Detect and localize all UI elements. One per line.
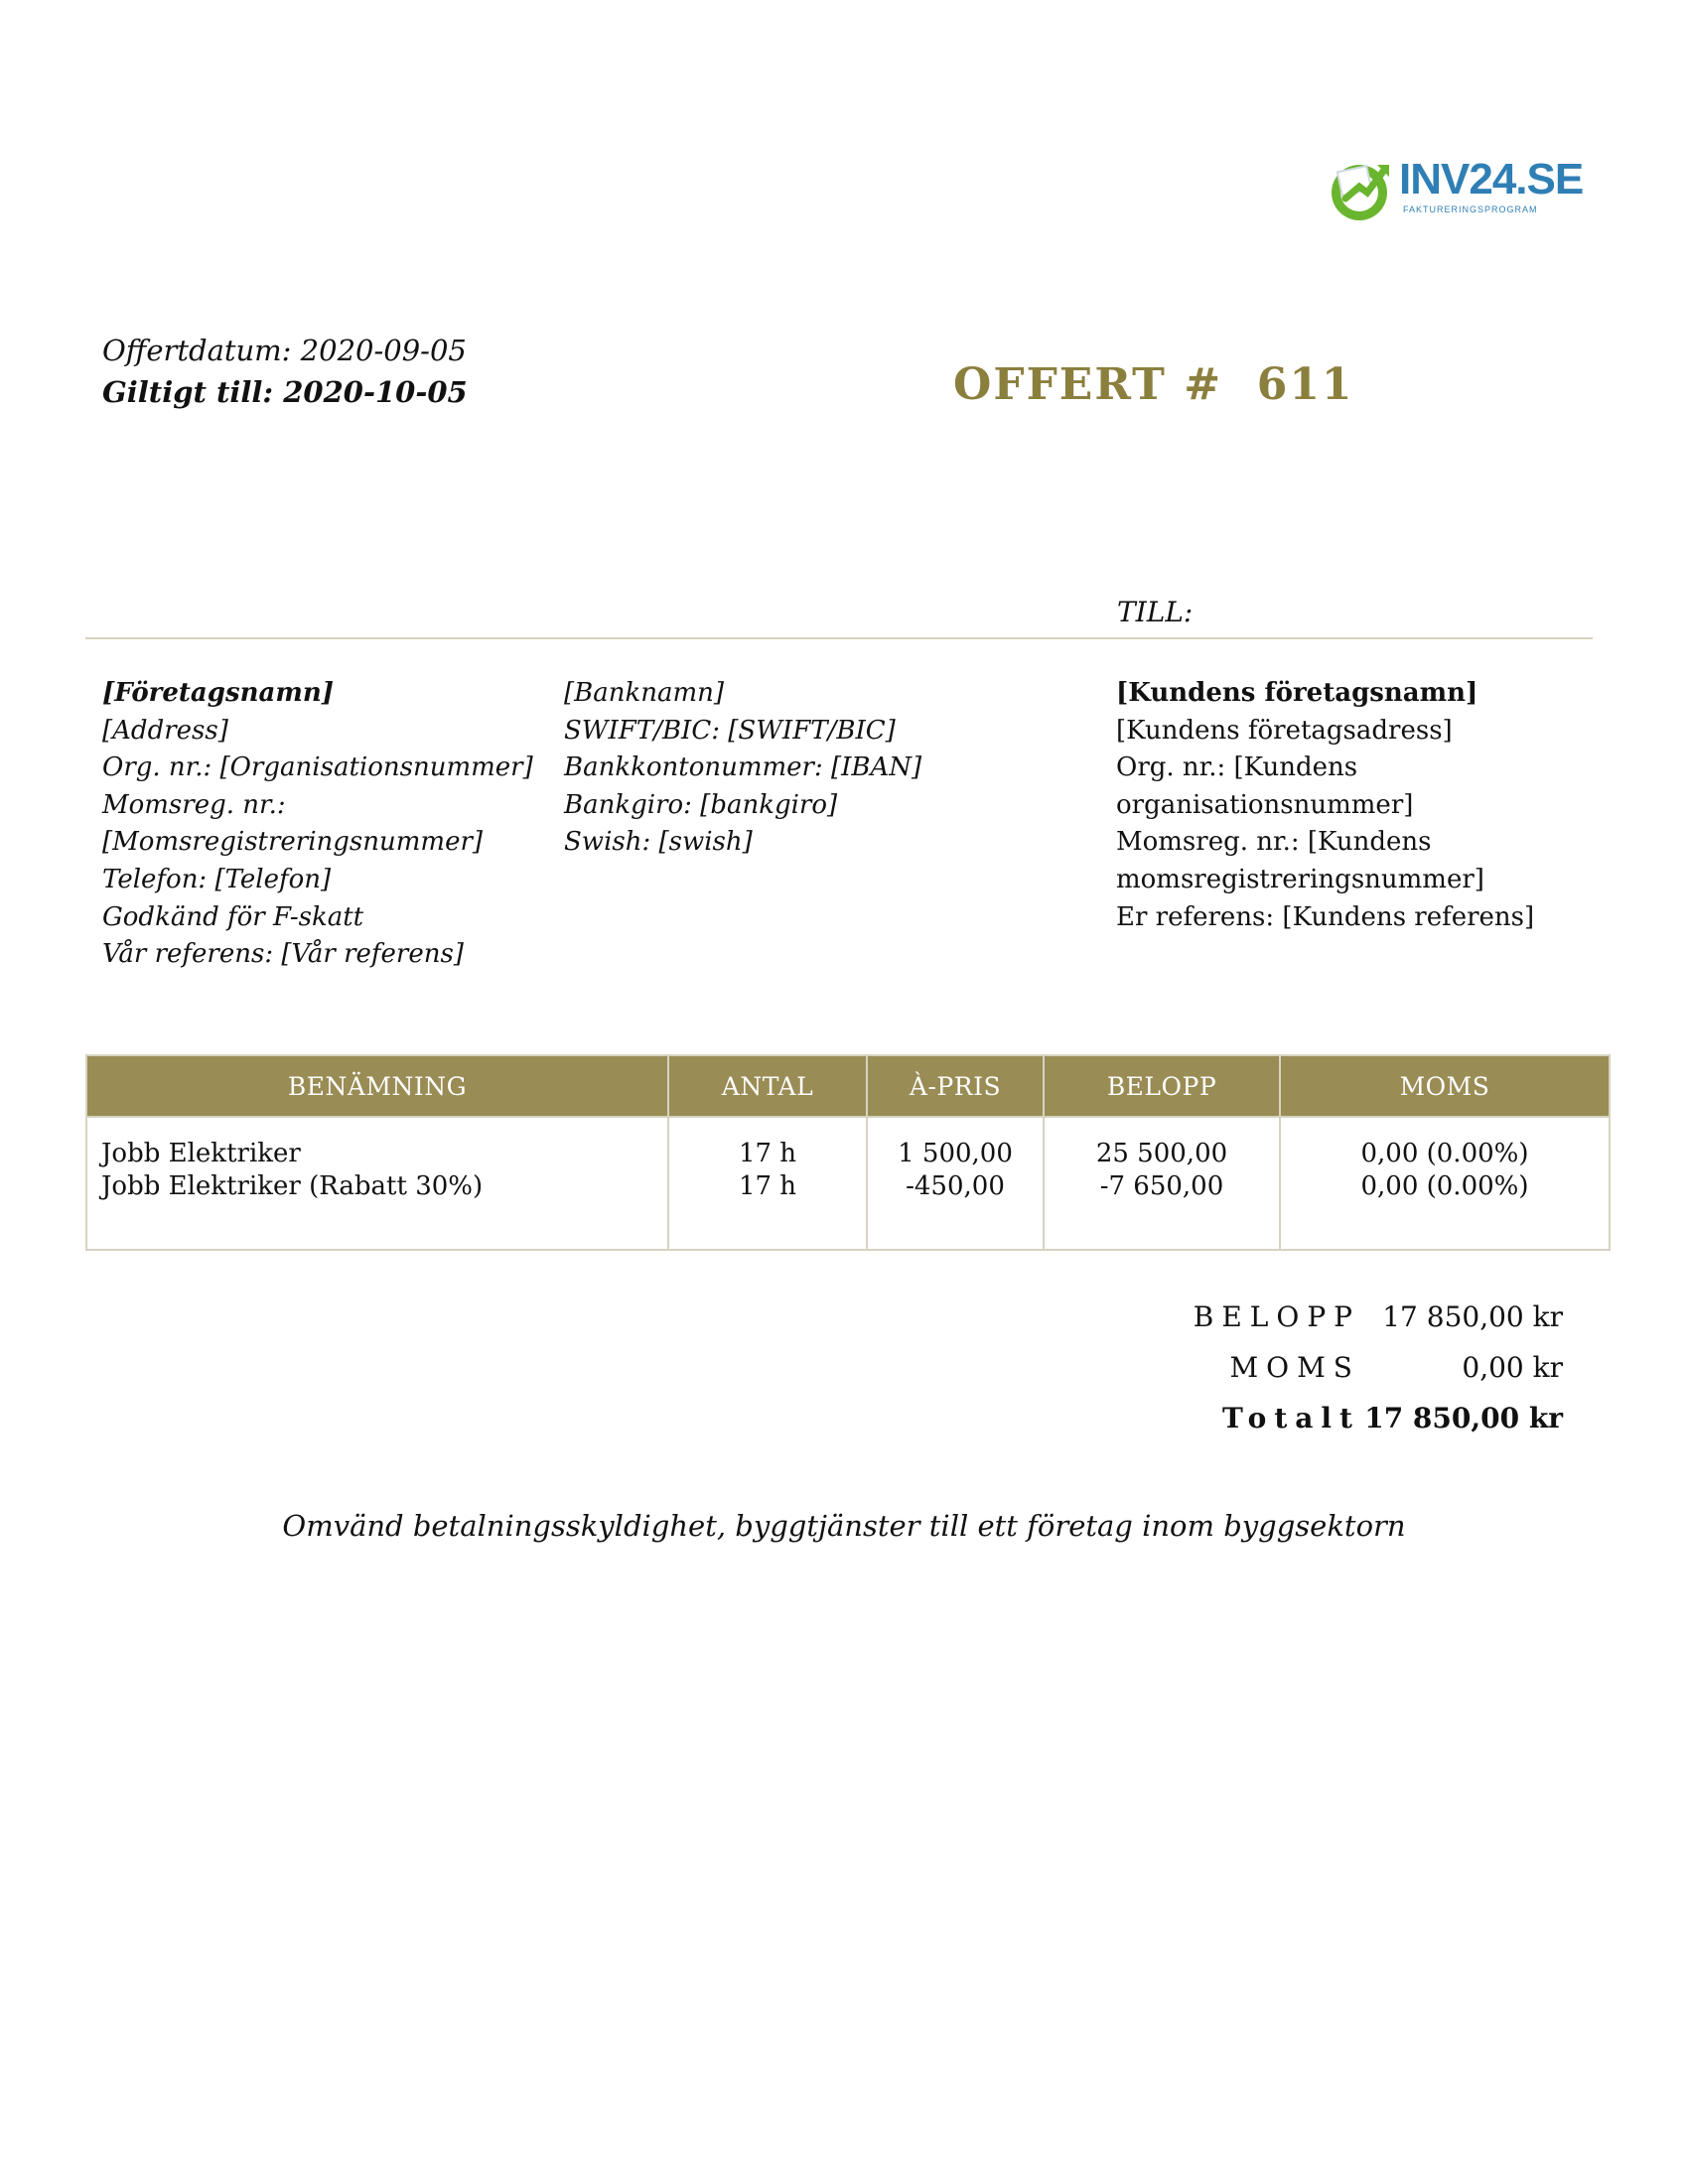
company-logo bbox=[1326, 151, 1584, 230]
col-header-belopp: BELOPP bbox=[1044, 1055, 1280, 1117]
offer-title: OFFERT # 611 bbox=[953, 359, 1354, 410]
client-address: [Kundens företagsadress] bbox=[1116, 715, 1453, 746]
row-2-apris: -450,00 bbox=[906, 1171, 1005, 1201]
row-2-belopp: -7 650,00 bbox=[1099, 1171, 1224, 1201]
totals-moms-label: MOMS bbox=[1229, 1351, 1360, 1384]
logo-arrow-icon bbox=[1326, 155, 1395, 224]
cell-benamning bbox=[86, 1117, 668, 1250]
totals-total-row bbox=[1102, 1402, 1569, 1452]
sender-details bbox=[102, 675, 533, 974]
table-row bbox=[86, 1117, 1610, 1250]
totals-section bbox=[1102, 1300, 1569, 1452]
col-header-moms: MOMS bbox=[1280, 1055, 1610, 1117]
col-header-antal: ANTAL bbox=[668, 1055, 867, 1117]
sender-referens: Vår referens: [Vår referens] bbox=[102, 939, 464, 970]
logo-name: INV24.SE bbox=[1399, 155, 1584, 204]
cell-apris bbox=[867, 1117, 1044, 1250]
row-1-moms: 0,00 (0.00%) bbox=[1360, 1139, 1529, 1168]
totals-belopp-label: BELOPP bbox=[1193, 1300, 1360, 1333]
totals-moms-row bbox=[1102, 1351, 1569, 1402]
sender-telefon: Telefon: [Telefon] bbox=[102, 864, 332, 894]
client-details bbox=[1116, 675, 1534, 936]
header-divider bbox=[85, 637, 1593, 639]
sender-orgnr: Org. nr.: [Organisationsnummer] bbox=[102, 752, 533, 783]
totals-belopp-row bbox=[1102, 1300, 1569, 1351]
totals-total-label: Totalt bbox=[1222, 1402, 1360, 1434]
client-orgnr-line2: organisationsnummer] bbox=[1116, 789, 1414, 820]
sender-momsreg-value: [Momsregistreringsnummer] bbox=[102, 827, 484, 858]
sender-fskatt: Godkänd för F-skatt bbox=[102, 901, 364, 932]
row-1-name: Jobb Elektriker bbox=[101, 1139, 301, 1168]
row-2-name: Jobb Elektriker (Rabatt 30%) bbox=[101, 1171, 484, 1201]
cell-belopp bbox=[1044, 1117, 1280, 1250]
bank-swift: SWIFT/BIC: [SWIFT/BIC] bbox=[564, 715, 896, 746]
reverse-charge-note: Omvänd betalningsskyldighet, byggtjänster till ett företag inom byggsektorn bbox=[282, 1509, 1406, 1543]
client-momsreg-line2: momsregistreringsnummer] bbox=[1116, 864, 1484, 894]
sender-company: [Företagsnamn] bbox=[102, 678, 335, 708]
row-1-belopp: 25 500,00 bbox=[1095, 1139, 1228, 1168]
valid-until-date: Giltigt till: 2020-10-05 bbox=[102, 375, 468, 409]
row-1-antal: 17 h bbox=[738, 1139, 797, 1168]
bank-bankgiro: Bankgiro: [bankgiro] bbox=[564, 789, 838, 820]
cell-moms bbox=[1280, 1117, 1610, 1250]
col-header-benamning: BENÄMNING bbox=[86, 1055, 668, 1117]
client-orgnr-line1: Org. nr.: [Kundens bbox=[1116, 752, 1358, 783]
row-2-moms: 0,00 (0.00%) bbox=[1360, 1171, 1529, 1201]
sender-momsreg-label: Momsreg. nr.: bbox=[102, 789, 286, 820]
bank-account: Bankkontonummer: [IBAN] bbox=[564, 752, 922, 783]
totals-total-value: 17 850,00 kr bbox=[1364, 1402, 1563, 1434]
items-table bbox=[85, 1054, 1611, 1251]
bank-details bbox=[564, 675, 921, 862]
logo-subtitle: FAKTURERINGSPROGRAM bbox=[1403, 205, 1538, 214]
col-header-apris: À-PRIS bbox=[867, 1055, 1044, 1117]
row-2-antal: 17 h bbox=[738, 1171, 797, 1201]
sender-address: [Address] bbox=[102, 715, 228, 746]
row-1-apris: 1 500,00 bbox=[898, 1139, 1013, 1168]
offer-date: Offertdatum: 2020-09-05 bbox=[102, 334, 467, 367]
items-table-header bbox=[86, 1055, 1610, 1117]
bank-swish: Swish: [swish] bbox=[564, 827, 753, 858]
client-referens: Er referens: [Kundens referens] bbox=[1116, 901, 1535, 932]
client-company: [Kundens företagsnamn] bbox=[1116, 678, 1478, 708]
till-label: TILL: bbox=[1117, 596, 1194, 628]
cell-antal bbox=[668, 1117, 867, 1250]
totals-moms-value: 0,00 kr bbox=[1462, 1351, 1563, 1384]
client-momsreg-line1: Momsreg. nr.: [Kundens bbox=[1116, 827, 1432, 858]
offer-dates bbox=[102, 330, 468, 413]
totals-belopp-value: 17 850,00 kr bbox=[1382, 1300, 1563, 1333]
bank-name: [Banknamn] bbox=[564, 678, 725, 708]
